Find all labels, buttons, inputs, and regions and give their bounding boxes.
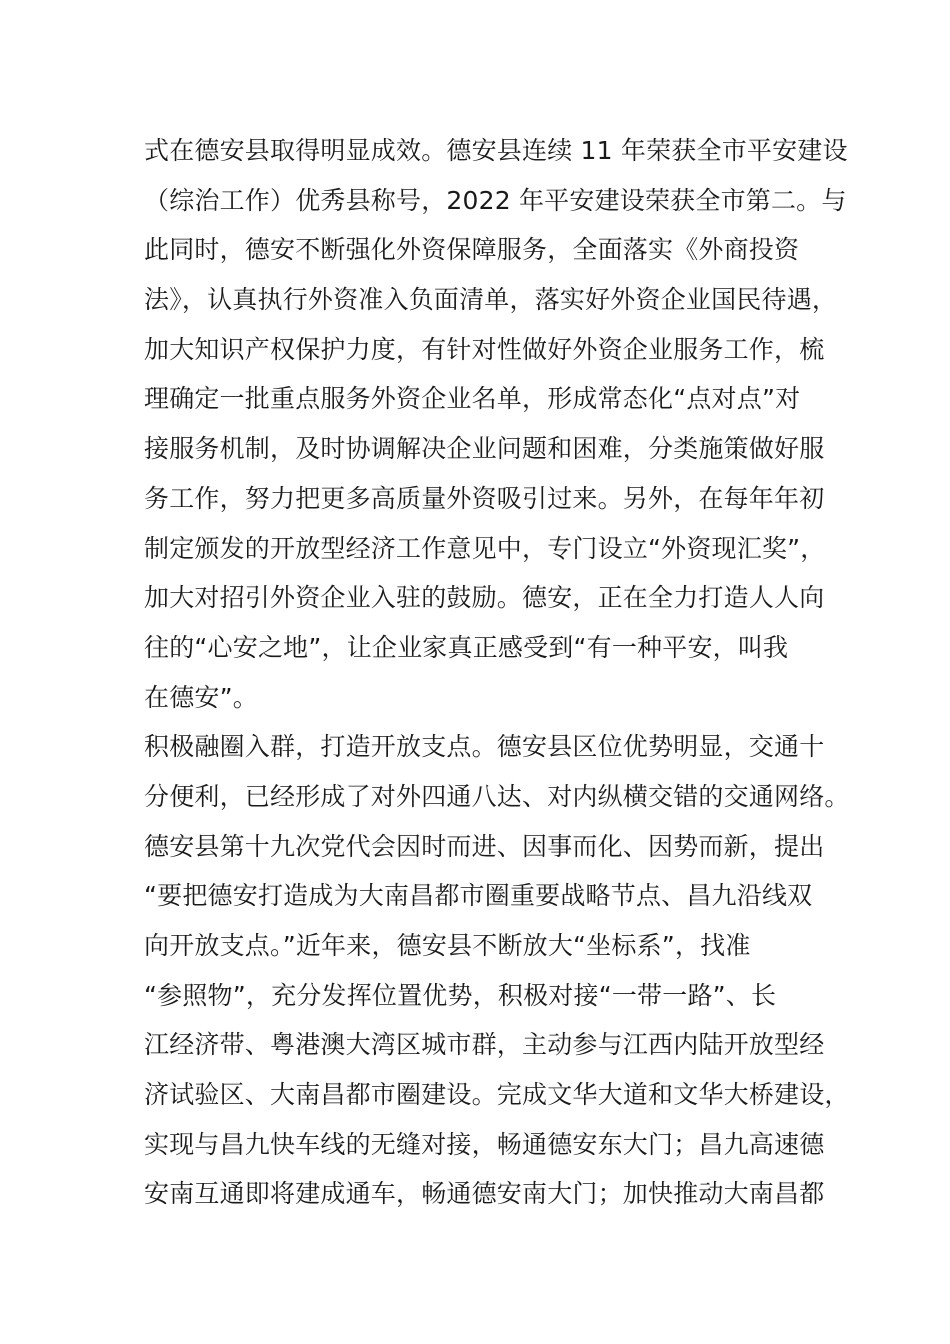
text-line: 务工作，努力把更多高质量外资吸引过来。另外，在每年年初: [144, 483, 825, 513]
text-line: 理确定一批重点服务外资企业名单，形成常态化“点对点”对: [144, 384, 801, 414]
text-line: 法》，认真执行外资准入负面清单，落实好外资企业国民待遇，: [144, 285, 838, 315]
text-line: 式在德安县取得明显成效。德安县连续 11 年荣获全市平安建设: [144, 136, 848, 165]
text-line: （综治工作）优秀县称号，2022 年平安建设荣获全市第二。与: [144, 185, 847, 215]
text-line: 此同时，德安不断强化外资保障服务，全面落实《外商投资: [144, 235, 800, 265]
text-line: 安南互通即将建成通车，畅通德安南大门；加快推动大南昌都: [144, 1179, 825, 1209]
text-line: 德安县第十九次党代会因时而进、因事而化、因势而新，提出: [144, 831, 825, 861]
text-line: 向开放支点。”近年来，德安县不断放大“坐标系”，找准: [144, 931, 751, 960]
text-line: 往的“心安之地”，让企业家真正感受到“有一种平安，叫我: [144, 632, 789, 662]
text-line: “参照物”，充分发挥位置优势，积极对接“一带一路”、长: [144, 980, 777, 1010]
body-text: [144, 126, 850, 1219]
text-line: “要把德安打造成为大南昌都市圈重要战略节点、昌九沿线双: [144, 881, 813, 911]
text-line: 积极融圈入群，打造开放支点。德安县区位优势明显，交通十: [144, 732, 825, 762]
text-line: 济试验区、大南昌都市圈建设。完成文华大道和文华大桥建设，: [144, 1080, 850, 1110]
text-line: 实现与昌九快车线的无缝对接，畅通德安东大门；昌九高速德: [144, 1129, 825, 1159]
text-line: 在德安”。: [144, 682, 258, 712]
text-line: 分便利，已经形成了对外四通八达、对内纵横交错的交通网络。: [144, 781, 850, 811]
text-line: 接服务机制，及时协调解决企业问题和困难，分类施策做好服: [144, 434, 825, 464]
text-line: 江经济带、粤港澳大湾区城市群，主动参与江西内陆开放型经: [144, 1030, 825, 1060]
text-line: 制定颁发的开放型经济工作意见中，专门设立“外资现汇奖”，: [144, 533, 826, 563]
text-line: 加大知识产权保护力度，有针对性做好外资企业服务工作，梳: [144, 334, 825, 364]
text-line: 加大对招引外资企业入驻的鼓励。德安，正在全力打造人人向: [144, 583, 825, 613]
